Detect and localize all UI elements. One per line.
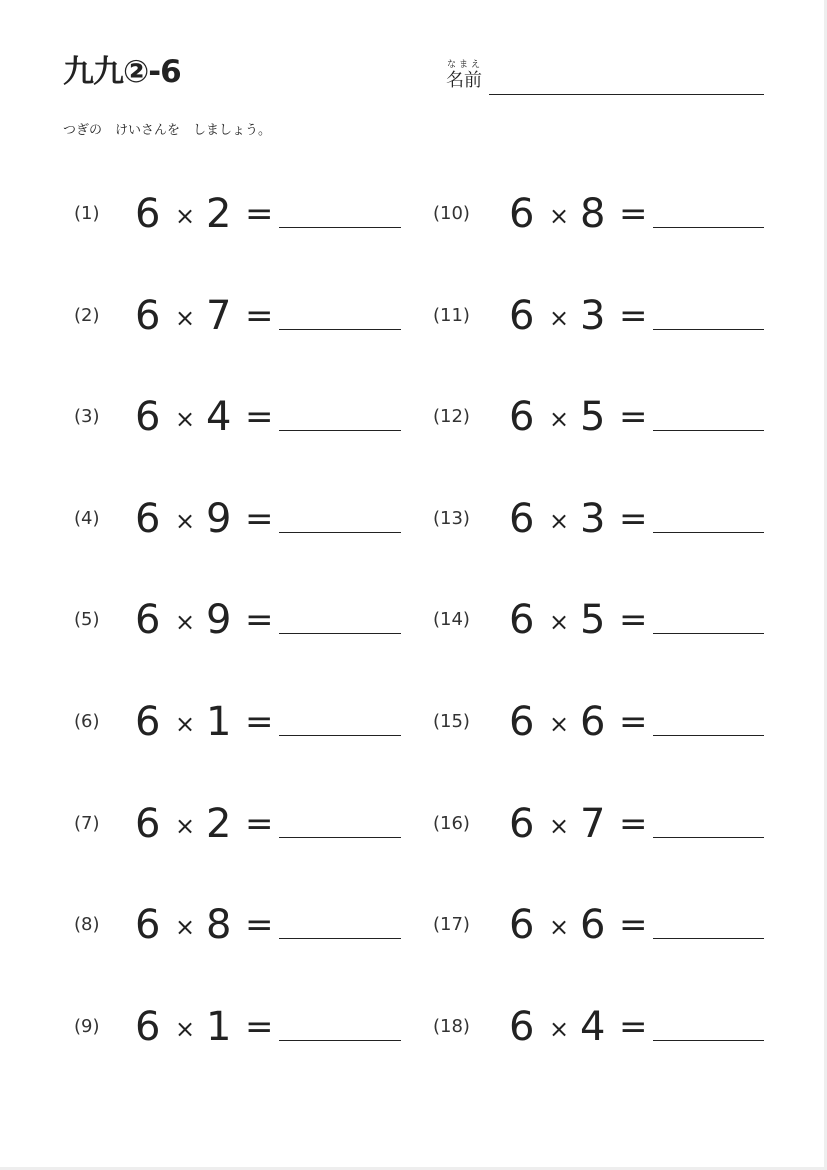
times-sign: × [549, 710, 570, 738]
problem-item [0, 387, 827, 447]
problem-item [0, 692, 827, 752]
operand-b: 2 [206, 191, 232, 237]
equals-sign: = [619, 499, 648, 539]
equals-sign: = [245, 296, 274, 336]
equals-sign: = [619, 397, 648, 437]
problem-number: (18) [433, 1016, 470, 1037]
operand-b: 1 [206, 699, 232, 745]
operand-b: 7 [580, 801, 606, 847]
operand-a: 6 [135, 1004, 161, 1050]
operand-a: 6 [135, 902, 161, 948]
problem-number: (6) [74, 711, 100, 732]
equals-sign: = [245, 499, 274, 539]
problem-item [0, 997, 827, 1057]
times-sign: × [549, 1015, 570, 1043]
operand-b: 4 [580, 1004, 606, 1050]
operand-a: 6 [509, 597, 535, 643]
answer-blank[interactable] [653, 329, 764, 330]
problem-expression [509, 387, 709, 447]
operand-a: 6 [509, 293, 535, 339]
problem-number: (9) [74, 1016, 100, 1037]
times-sign: × [549, 913, 570, 941]
equals-sign: = [619, 804, 648, 844]
equals-sign: = [245, 1007, 274, 1047]
times-sign: × [175, 304, 196, 332]
equals-sign: = [619, 905, 648, 945]
operand-a: 6 [509, 801, 535, 847]
name-label: 名前 [446, 70, 482, 91]
problem-number: (3) [74, 406, 100, 427]
problem-number: (1) [74, 203, 100, 224]
problem-expression [509, 489, 709, 549]
instruction-text: つぎの けいさんを しましょう。 [63, 123, 272, 138]
operand-a: 6 [509, 191, 535, 237]
times-sign: × [175, 812, 196, 840]
times-sign: × [175, 1015, 196, 1043]
operand-a: 6 [135, 496, 161, 542]
answer-blank[interactable] [653, 633, 764, 634]
times-sign: × [549, 304, 570, 332]
problem-number: (14) [433, 609, 470, 630]
operand-b: 9 [206, 496, 232, 542]
operand-b: 3 [580, 293, 606, 339]
problem-item [0, 895, 827, 955]
times-sign: × [549, 405, 570, 433]
operand-b: 6 [580, 902, 606, 948]
problem-number: (8) [74, 914, 100, 935]
name-input-line[interactable] [489, 94, 764, 95]
answer-blank[interactable] [653, 735, 764, 736]
answer-blank[interactable] [653, 1040, 764, 1041]
operand-a: 6 [509, 1004, 535, 1050]
answer-blank[interactable] [653, 938, 764, 939]
problem-item [0, 184, 827, 244]
operand-b: 1 [206, 1004, 232, 1050]
operand-b: 2 [206, 801, 232, 847]
times-sign: × [175, 405, 196, 433]
operand-b: 3 [580, 496, 606, 542]
problem-number: (7) [74, 813, 100, 834]
times-sign: × [549, 507, 570, 535]
problem-number: (4) [74, 508, 100, 529]
operand-b: 4 [206, 394, 232, 440]
operand-a: 6 [135, 699, 161, 745]
times-sign: × [175, 710, 196, 738]
problem-expression [509, 184, 709, 244]
operand-b: 8 [580, 191, 606, 237]
problem-number: (17) [433, 914, 470, 935]
answer-blank[interactable] [653, 837, 764, 838]
answer-blank[interactable] [653, 430, 764, 431]
problem-item [0, 794, 827, 854]
times-sign: × [549, 608, 570, 636]
problem-number: (16) [433, 813, 470, 834]
operand-a: 6 [509, 394, 535, 440]
equals-sign: = [619, 702, 648, 742]
problem-expression [509, 997, 709, 1057]
problem-number: (11) [433, 305, 470, 326]
times-sign: × [175, 507, 196, 535]
problem-expression [509, 895, 709, 955]
times-sign: × [175, 608, 196, 636]
operand-b: 8 [206, 902, 232, 948]
problem-number: (12) [433, 406, 470, 427]
problem-item [0, 489, 827, 549]
equals-sign: = [619, 194, 648, 234]
problem-expression [509, 286, 709, 346]
times-sign: × [549, 812, 570, 840]
problem-number: (10) [433, 203, 470, 224]
worksheet-title: 九九②-6 [63, 54, 181, 90]
answer-blank[interactable] [653, 227, 764, 228]
operand-a: 6 [135, 394, 161, 440]
problem-number: (15) [433, 711, 470, 732]
operand-a: 6 [509, 902, 535, 948]
problem-number: (2) [74, 305, 100, 326]
problem-number: (13) [433, 508, 470, 529]
operand-a: 6 [135, 801, 161, 847]
problem-expression [509, 794, 709, 854]
operand-b: 5 [580, 597, 606, 643]
problem-expression [509, 692, 709, 752]
equals-sign: = [619, 296, 648, 336]
times-sign: × [175, 913, 196, 941]
problem-item [0, 286, 827, 346]
times-sign: × [549, 202, 570, 230]
operand-a: 6 [135, 597, 161, 643]
name-ruby: なまえ [447, 60, 484, 70]
equals-sign: = [619, 600, 648, 640]
operand-a: 6 [135, 191, 161, 237]
equals-sign: = [245, 600, 274, 640]
operand-b: 5 [580, 394, 606, 440]
problem-item [0, 590, 827, 650]
times-sign: × [175, 202, 196, 230]
operand-b: 7 [206, 293, 232, 339]
equals-sign: = [245, 905, 274, 945]
operand-a: 6 [135, 293, 161, 339]
equals-sign: = [619, 1007, 648, 1047]
problem-number: (5) [74, 609, 100, 630]
equals-sign: = [245, 804, 274, 844]
operand-b: 6 [580, 699, 606, 745]
problem-expression [509, 590, 709, 650]
equals-sign: = [245, 702, 274, 742]
equals-sign: = [245, 194, 274, 234]
operand-b: 9 [206, 597, 232, 643]
operand-a: 6 [509, 699, 535, 745]
operand-a: 6 [509, 496, 535, 542]
equals-sign: = [245, 397, 274, 437]
answer-blank[interactable] [653, 532, 764, 533]
